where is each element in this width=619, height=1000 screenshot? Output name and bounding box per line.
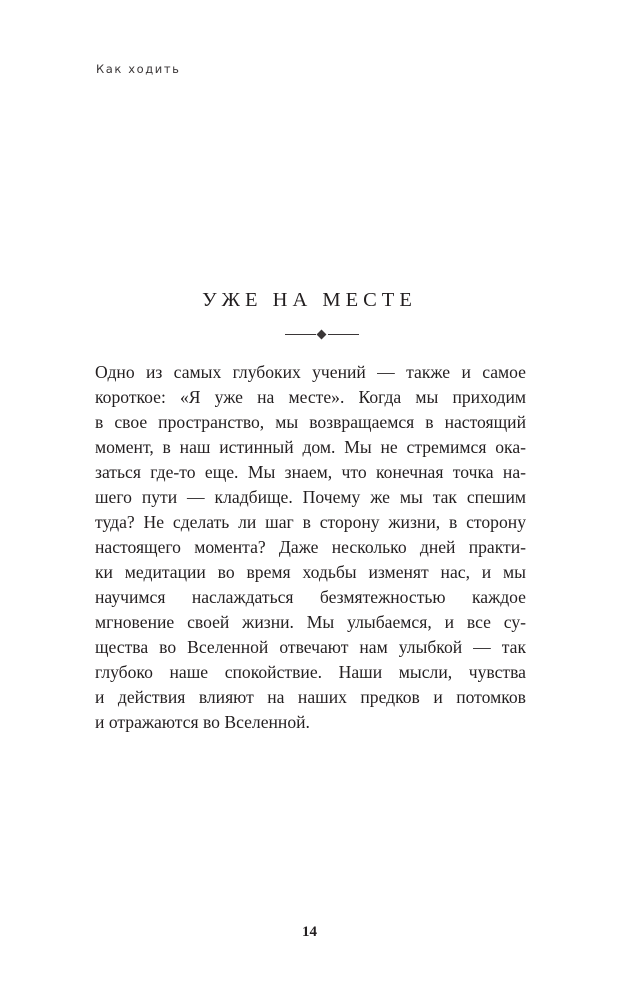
text-line: и действия влияют на наших предков и потомков	[95, 687, 526, 707]
ornament-line-right	[328, 334, 359, 335]
body-paragraph	[95, 360, 526, 735]
text-line: Одно из самых глубоких учений — также и самое	[95, 362, 526, 382]
text-line: и отражаются во Вселенной.	[95, 712, 310, 732]
text-line: глубоко наше спокойствие. Наши мысли, чувства	[95, 662, 526, 682]
text-line: щества во Вселенной отвечают нам улыбкой — так	[95, 637, 526, 657]
text-line: туда? Не сделать ли шаг в сторону жизни, в сторону	[95, 512, 526, 532]
text-line: шего пути — кладбище. Почему же мы так спешим	[95, 487, 526, 507]
text-line: научимся наслаждаться безмятежностью каждое	[95, 587, 526, 607]
running-header: Как ходить	[96, 62, 181, 76]
text-line: ки медитации во время ходьбы изменят нас, и мы	[95, 562, 526, 582]
diamond-icon	[317, 330, 327, 340]
text-line: настоящего момента? Даже несколько дней практи-	[95, 537, 526, 557]
text-line: мгновение своей жизни. Мы улыбаемся, и все су-	[95, 612, 526, 632]
chapter-title: УЖЕ НА МЕСТЕ	[202, 289, 417, 311]
page-number: 14	[302, 924, 317, 940]
text-line: в свое пространство, мы возвращаемся в настоящий	[95, 412, 526, 432]
text-line: момент, в наш истинный дом. Мы не стремимся ока-	[95, 437, 526, 457]
ornament-line-left	[285, 334, 316, 335]
text-line: короткое: «Я уже на месте». Когда мы приходим	[95, 387, 526, 407]
text-line: заться где-то еще. Мы знаем, что конечная точка на-	[95, 462, 526, 482]
title-ornament	[285, 330, 359, 340]
